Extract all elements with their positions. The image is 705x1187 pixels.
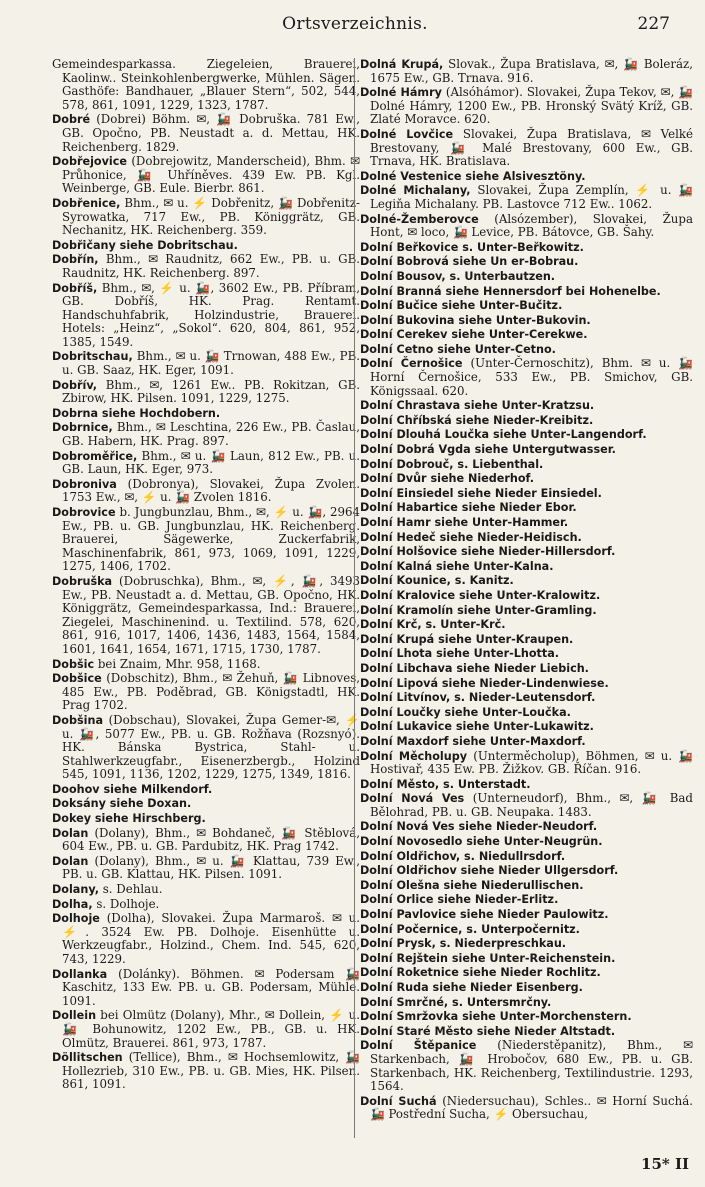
entry-place-name: Dolní Cetno siehe Unter-Cetno. [360,342,556,356]
gazetteer-entry [52,714,360,782]
entry-place-name: Dolní Roketnice siehe Nieder Rochlitz. [360,966,601,980]
gazetteer-entry [52,450,360,477]
gazetteer-entry [360,213,693,240]
entry-place-name: Dolní Kralovice siehe Unter-Kralowitz. [360,588,601,602]
entry-place-name: Dolní Hedeč siehe Nieder-Heidisch. [360,530,582,544]
entry-place-name: Dolní Měcholupy [360,749,468,763]
entry-place-name: Dobruška [52,574,113,588]
gazetteer-entry [360,487,693,501]
entry-place-name: Dolní Hamr siehe Unter-Hammer. [360,516,569,529]
gazetteer-entry [360,677,693,691]
entry-place-name: Dolné Lovčice [360,127,454,141]
gazetteer-entry [52,1051,360,1092]
gazetteer-entry [360,184,693,211]
entry-place-name: Doksány siehe Doxan. [52,797,192,811]
entry-details: (Dolánky). Böhmen. ✉ Podersam 🚂 Kaschitz, 133 Ew. PB. u. GB. Podersam, Mühle. 1091. [62,966,361,1008]
entry-place-name: Dolné-Žemberovce [360,212,479,226]
gazetteer-entry [360,706,693,720]
gazetteer-entry [360,501,693,515]
gazetteer-entry [360,170,693,184]
entry-details: (Dolha), Slovakei. Župa Marmaroš. ✉ u. ⚡. 3524 Ew. PB. Dolhoje. Eisenhütte u. Werkzeugfabr., Holzind., Chem. Ind. 545, 620, 743, 1229. [62,911,360,966]
entry-place-name: Dobritschau, [52,350,133,364]
gazetteer-entry [360,343,693,357]
gazetteer-entry [360,531,693,545]
entry-place-name: Dobré [52,113,91,127]
entry-place-name: Dollein [52,1009,97,1023]
gazetteer-entry [360,560,693,574]
gazetteer-entry [360,893,693,907]
entry-place-name: Dolné Vestenice siehe Alsivesztöny. [360,169,586,183]
gazetteer-entry [360,299,693,313]
entry-place-name: Dolní Počernice, s. Unterpočernitz. [360,922,580,936]
gazetteer-entry [360,270,693,284]
gazetteer-entry [360,835,693,849]
gazetteer-entry [360,428,693,442]
entry-place-name: Dolan [52,854,89,868]
gazetteer-entry [52,58,360,112]
entry-place-name: Dobrnice, [52,421,113,435]
gazetteer-entry [52,155,360,196]
entry-place-name: Dobrna siehe Hochdobern. [52,406,221,420]
entry-place-name: Dolní Cerekev siehe Unter-Cerekwe. [360,328,588,342]
gazetteer-entry [52,855,360,882]
gazetteer-entry [360,472,693,486]
gazetteer-entry [360,545,693,559]
column-divider [354,58,355,1138]
entry-place-name: Dolní Kramolín siehe Unter-Gramling. [360,603,597,617]
gazetteer-entry [52,912,360,966]
gazetteer-entry [360,255,693,269]
entry-place-name: Dolní Olešna siehe Niederullischen. [360,878,584,892]
entry-place-name: Dolhoje [52,912,100,926]
entry-place-name: Dobřejovice [52,155,127,169]
entry-place-name: Dolní Dobrá Vgda siehe Untergutwasser. [360,443,616,457]
entry-place-name: Dolné Michalany, [360,184,471,198]
entry-place-name: Dolní Loučky siehe Unter-Loučka. [360,705,571,719]
entry-details: (Niederstěpanitz), Bhm., ✉ Starkenbach, 🚂 Hrobočov, 680 Ew., PB. u. GB. Starkenbach, HK. Reichenberg, Textilindustrie. 1293, 1564. [370,1038,693,1094]
gazetteer-entry [360,516,693,530]
gazetteer-entry [360,1095,693,1122]
gazetteer-entry [52,407,360,421]
entry-details: (Alsóhámor). Slovakei, Župa Tekov, ✉, 🚂 Dolné Hámry, 1200 Ew., PB. Hronský Svätý Kríž, GB. Zlaté Moravce. 620. [370,85,693,127]
entry-place-name: Dolné Hámry [360,86,442,100]
entry-place-name: Dolní Lukavice siehe Unter-Lukawitz. [360,720,594,734]
gazetteer-entry [52,282,360,350]
entry-place-name: Dobřičany siehe Dobritschau. [52,238,238,252]
gazetteer-entry [360,937,693,951]
gazetteer-entry [360,285,693,299]
gazetteer-entry [52,506,360,574]
gazetteer-entry [52,797,360,811]
entry-details: s. Dolhoje. [96,896,160,911]
entry-place-name: Dobřenice, [52,196,121,210]
entry-place-name: Dolní Nová Ves siehe Nieder-Neudorf. [360,820,598,834]
gazetteer-entry [360,443,693,457]
gazetteer-entry [52,968,360,1009]
entry-place-name: Dobroměřice, [52,449,138,463]
gazetteer-entry [360,618,693,632]
gazetteer-entry [360,633,693,647]
gazetteer-entry [360,952,693,966]
gazetteer-entry [360,735,693,749]
entry-details: Bhm., ✉ Leschtina, 226 Ew., PB. Časlau, GB. Habern, HK. Prag. 897. [62,420,361,449]
entry-details: Slovakei, Župa Bratislava, ✉ Velké Brestovany, 🚂 Malé Brestovany, 600 Ew., GB. Trnava, HK. Bratislava. [370,126,693,169]
gazetteer-entry [360,357,693,398]
entry-place-name: Dolní Pavlovice siehe Nieder Paulowitz. [360,908,609,922]
gazetteer-entry [360,574,693,588]
gazetteer-entry [52,1009,360,1050]
gazetteer-entry [360,241,693,255]
gazetteer-entry [360,662,693,676]
gazetteer-entry [360,996,693,1010]
entry-place-name: Dolní Bukovina siehe Unter-Bukovin. [360,313,591,327]
running-title: Ortsverzeichnis. [282,14,428,34]
gazetteer-entry [52,575,360,657]
entry-place-name: Doohov siehe Milkendorf. [52,782,213,796]
entry-place-name: Dolní Novosedlo siehe Unter-Neugrün. [360,835,603,849]
entry-place-name: Dobšina [52,713,103,727]
gazetteer-entry [360,750,693,777]
gazetteer-entry [360,328,693,342]
entry-details: Slovak., Župa Bratislava, ✉, 🚂 Boleráz, 1675 Ew., GB. Trnava. 916. [370,57,693,85]
entry-details: b. Jungbunzlau, Bhm., ✉, ⚡ u. 🚂, 2964 Ew., PB. u. GB. Jungbunzlau, HK. Reichenberg. Brauerei, Sägewerke, Zuckerfabrik, Maschinenfabrik, 861, 973, 1069, 1091, 1229, 1275, 1406, 1702. [62,505,361,574]
entry-details: Gemeindesparkassa. Ziegeleien, Brauerei, Kaolinw.. Steinkohlenbergwerke, Mühlen. Sägen. Gasthöfe: Bandhauer, „Blauer Stern“, 502, 544, 578, 861, 1091, 1229, 1323, 1787. [52,57,360,112]
gazetteer-entry [360,1025,693,1039]
entry-place-name: Dolní Ruda siehe Nieder Eisenberg. [360,981,583,994]
gazetteer-entry [360,908,693,922]
entry-place-name: Dolní Rejštein siehe Unter-Reichenstein. [360,951,616,965]
gazetteer-entry [360,691,693,705]
entry-place-name: Dolní Smržovka siehe Unter-Morchenstern. [360,1010,632,1024]
left-column [52,58,360,1093]
gazetteer-entry [360,966,693,980]
entry-place-name: Dolní Krupá siehe Unter-Kraupen. [360,632,574,646]
gazetteer-entry [360,604,693,618]
entry-place-name: Dolní Einsiedel siehe Nieder Einsiedel. [360,486,602,500]
entry-place-name: Dolní Orlice siehe Nieder-Erlitz. [360,893,559,907]
entry-place-name: Dolní Kalná siehe Unter-Kalna. [360,559,554,573]
entry-place-name: Dolní Holšovice siehe Nieder-Hillersdorf. [360,545,616,559]
entry-place-name: Dolní Nová Ves [360,792,465,806]
entry-details: Bhm., ✉ u. 🚂 Laun, 812 Ew., PB. u. GB. Laun, HK. Eger, 973. [62,448,361,477]
entry-details: (Dobrejowitz, Manderscheid), Bhm. ✉ Průhonice, 🚂 Uhříněves. 439 Ew. PB. Kgl. Weinberge, GB. Eule. Bierbr. 861. [62,154,360,196]
entry-details: (Unter-Černoschitz), Bhm. ✉ u. 🚂 Horní Černošice, 533 Ew., PB. Smichov, GB. Königssaal. 620. [370,356,693,398]
entry-details: (Dobschau), Slovakei, Župa Gemer-✉, ⚡ u. 🚂, 5077 Ew., PB. u. GB. Rožňava (Rozsnyó). HK. Bánska Bystrica, Stahl- u. Stahlwerkzeugfabr., Eisenerzbergb., Holzind 545, 1091, 1136, 1202, 1229, 1275, 1349, 1816. [62,712,361,782]
gazetteer-entry [52,658,360,672]
entry-details: Bhm., ✉ u. ⚡ Dobřenitz, 🚂 Dobřenitz-Syrowatka, 717 Ew., PB. Königgrätz, GB. Nechanitz, HK. Reichenberg. 359. [62,195,360,238]
entry-place-name: Dolní Černošice [360,357,463,371]
gazetteer-entry [52,478,360,505]
gazetteer-entry [52,379,360,406]
gazetteer-entry [360,86,693,127]
entry-place-name: Döllitschen [52,1051,123,1065]
gazetteer-entry [360,981,693,995]
gazetteer-entry [360,792,693,819]
entry-place-name: Dolní Dlouhá Loučka siehe Unter-Langendorf. [360,428,647,442]
entry-details: (Unterneudorf), Bhm., ✉, 🚂 Bad Bělohrad, PB. u. GB. Neupaka. 1483. [370,791,693,819]
entry-place-name: Dolní Lipová siehe Nieder-Lindenwiese. [360,676,609,690]
entry-place-name: Dolní Město, s. Unterstadt. [360,777,531,791]
gazetteer-entry [360,58,693,85]
gazetteer-entry [52,113,360,154]
entry-details: (Dobronya), Slovakei, Župa Zvolen. 1753 Ew., ✉, ⚡ u. 🚂 Zvolen 1816. [62,476,360,505]
entry-place-name: Dolní Smrčné, s. Untersmrčny. [360,995,552,1009]
entry-details: s. Dehlau. [102,882,163,897]
entry-place-name: Dobšice [52,672,102,686]
gazetteer-entry [360,879,693,893]
gazetteer-entry [360,820,693,834]
entry-details: Bhm., ✉ Raudnitz, 662 Ew., PB. u. GB. Raudnitz, HK. Reichenberg. 897. [62,252,361,280]
entry-details: (Dobrei) Böhm. ✉, 🚂 Dobruška. 781 Ew., GB. Opočno, PB. Neustadt a. d. Mettau, HK. Reichenberg. 1829. [62,112,361,154]
entry-place-name: Dolní Beřkovice s. Unter-Beřkowitz. [360,240,584,254]
entry-place-name: Dobroniva [52,477,117,491]
gazetteer-entry [360,589,693,603]
gazetteer-entry [360,314,693,328]
entry-details: Bhm., ✉, 1261 Ew.. PB. Rokitzan, GB. Zbirow, HK. Pilsen. 1091, 1229, 1275. [62,377,361,406]
entry-place-name: Dollanka [52,967,108,981]
entry-place-name: Dobřín, [52,253,99,267]
right-column [360,58,693,1123]
entry-place-name: Dolní Staré Město siehe Nieder Altstadt. [360,1024,616,1038]
entry-place-name: Dolní Chrastava siehe Unter-Kratzsu. [360,399,595,413]
entry-place-name: Dolní Lhota siehe Unter-Lhotta. [360,647,560,661]
gazetteer-entry [360,720,693,734]
gazetteer-entry [360,647,693,661]
gazetteer-entry [52,827,360,854]
entry-place-name: Dolní Oldřichov, s. Niedullrsdorf. [360,849,566,863]
entry-place-name: Dobřív, [52,378,97,392]
entry-place-name: Dobrovice [52,506,116,519]
entry-place-name: Dolní Kounice, s. Kanitz. [360,574,514,588]
entry-details: (Unterměcholup), Böhmen, ✉ u. 🚂 Hostivař, 435 Ew. PB. Žižkov. GB. Říčan. 916. [370,748,694,777]
gazetteer-entry [360,1039,693,1093]
gazetteer-entry [360,778,693,792]
entry-place-name: Dolná Krupá, [360,58,444,71]
gazetteer-entry [52,783,360,797]
entry-details: (Tellice), Bhm., ✉ Hochsemlowitz, 🚂 Hollezrieb, 310 Ew., PB. u. GB. Mies, HK. Pilsen. 861, 1091. [62,1050,360,1092]
entry-place-name: Dolan [52,826,89,840]
gazetteer-entry [52,898,360,912]
entry-details: (Niedersuchau), Schles.. ✉ Horní Suchá. 🚂 Postřední Sucha, ⚡ Obersuchau, [370,1093,693,1122]
entry-place-name: Dolní Bousov, s. Unterbautzen. [360,269,556,283]
entry-place-name: Dolní Maxdorf siehe Unter-Maxdorf. [360,734,586,748]
printer-signature: 15* II [641,1155,689,1173]
entry-details: bei Olmütz (Dolany), Mhr., ✉ Dollein, ⚡ u. 🚂 Bohunowitz, 1202 Ew., PB., GB. u. HK. Olmütz, Brauerei. 861, 973, 1787. [62,1008,361,1050]
gazetteer-entry [52,812,360,826]
entry-place-name: Dokey siehe Hirschberg. [52,812,206,826]
entry-details: Bhm., ✉ u. 🚂 Trnowan, 488 Ew., PB. u. GB. Saaz, HK. Eger, 1091. [62,349,360,378]
entry-place-name: Dolní Štěpanice [360,1039,477,1053]
entry-details: (Dolany), Bhm., ✉ Bohdaneč, 🚂 Stěblová, 604 Ew., PB. u. GB. Pardubitz, HK. Prag 1742. [62,825,360,854]
entry-place-name: Dolní Prysk, s. Niederpreschkau. [360,937,567,951]
gazetteer-entry [360,850,693,864]
page-header [40,14,670,38]
entry-place-name: Dolní Libchava siehe Nieder Liebich. [360,661,589,675]
gazetteer-entry [52,672,360,713]
entry-place-name: Dolní Oldřichov siehe Nieder Ullgersdorf. [360,864,619,878]
gazetteer-entry [52,253,360,280]
gazetteer-entry [52,239,360,253]
gazetteer-entry [52,197,360,238]
entry-place-name: Dolní Suchá [360,1094,437,1108]
entry-place-name: Dolní Chříbská siehe Nieder-Kreibitz. [360,413,594,427]
entry-place-name: Dolní Dobrouč, s. Liebenthal. [360,457,544,471]
entry-place-name: Dolní Bučice siehe Unter-Bučitz. [360,299,563,313]
entry-place-name: Dolní Bobrová siehe Un er-Bobrau. [360,255,579,269]
gazetteer-entry [52,350,360,377]
gazetteer-entry [360,414,693,428]
entry-details: (Dolany), Bhm., ✉ u. 🚂 Klattau, 739 Ew., PB. u. GB. Klattau, HK. Pilsen. 1091. [62,853,361,882]
entry-place-name: Dolany, [52,883,99,897]
entry-details: (Dobruschka), Bhm., ✉, ⚡, 🚂, 3493 Ew., PB. Neustadt a. d. Mettau, GB. Opočno, HK. Königgrätz, Gemeindesparkassa, Ind.: Brauerei, Ziegelei, Maschinenind. u. Textilind. 578, 620, 861, 916, 1017, 1406, 1436, 1483, 1564, 1584, 1601, 1641, 1654, 1671, 1715, 1730, 1787. [62,573,361,656]
entry-place-name: Dolní Habartice siehe Nieder Ebor. [360,501,577,515]
gazetteer-entry [360,399,693,413]
gazetteer-entry [360,128,693,169]
page-number: 227 [637,14,670,34]
gazetteer-entry [360,923,693,937]
entry-place-name: Dobříš, [52,281,98,295]
entry-details: bei Znaim, Mhr. 958, 1168. [97,656,261,671]
gazetteer-entry [360,458,693,472]
gazetteer-entry [360,1010,693,1024]
entry-place-name: Dobšic [52,657,95,671]
entry-details: Slovakei, Župa Zemplín, ⚡ u. 🚂 Legiňa Michalany. PB. Lastovce 712 Ew.. 1062. [370,183,693,211]
gazetteer-entry [52,421,360,448]
gazetteer-entry [52,883,360,897]
entry-place-name: Dolní Krč, s. Unter-Krč. [360,618,506,632]
entry-place-name: Dolní Branná siehe Hennersdorf bei Hohenelbe. [360,284,661,298]
entry-details: (Dobschitz), Bhm., ✉ Žehuň, 🚂 Libnoves, 485 Ew., PB. Poděbrad, GB. Königstadtl, HK. Prag 1702. [62,671,361,713]
entry-place-name: Dolní Dvůr siehe Niederhof. [360,472,535,486]
gazetteer-entry [360,864,693,878]
entry-details: Bhm., ✉, ⚡ u. 🚂, 3602 Ew., PB. Příbram, GB. Dobříš, HK. Prag. Rentamt. Handschuhfabrik, Holzindustrie, Brauerei. Hotels: „Heinz“, „Sokol“. 620, 804, 861, 952, 1385, 1549. [62,280,360,349]
entry-details: (Alsózember), Slovakei, Župa Hont, ✉ loco, 🚂 Levice, PB. Bátovce, GB. Šahy. [370,211,693,240]
entry-place-name: Dolní Litvínov, s. Nieder-Leutensdorf. [360,691,596,705]
entry-place-name: Dolha, [52,897,93,911]
